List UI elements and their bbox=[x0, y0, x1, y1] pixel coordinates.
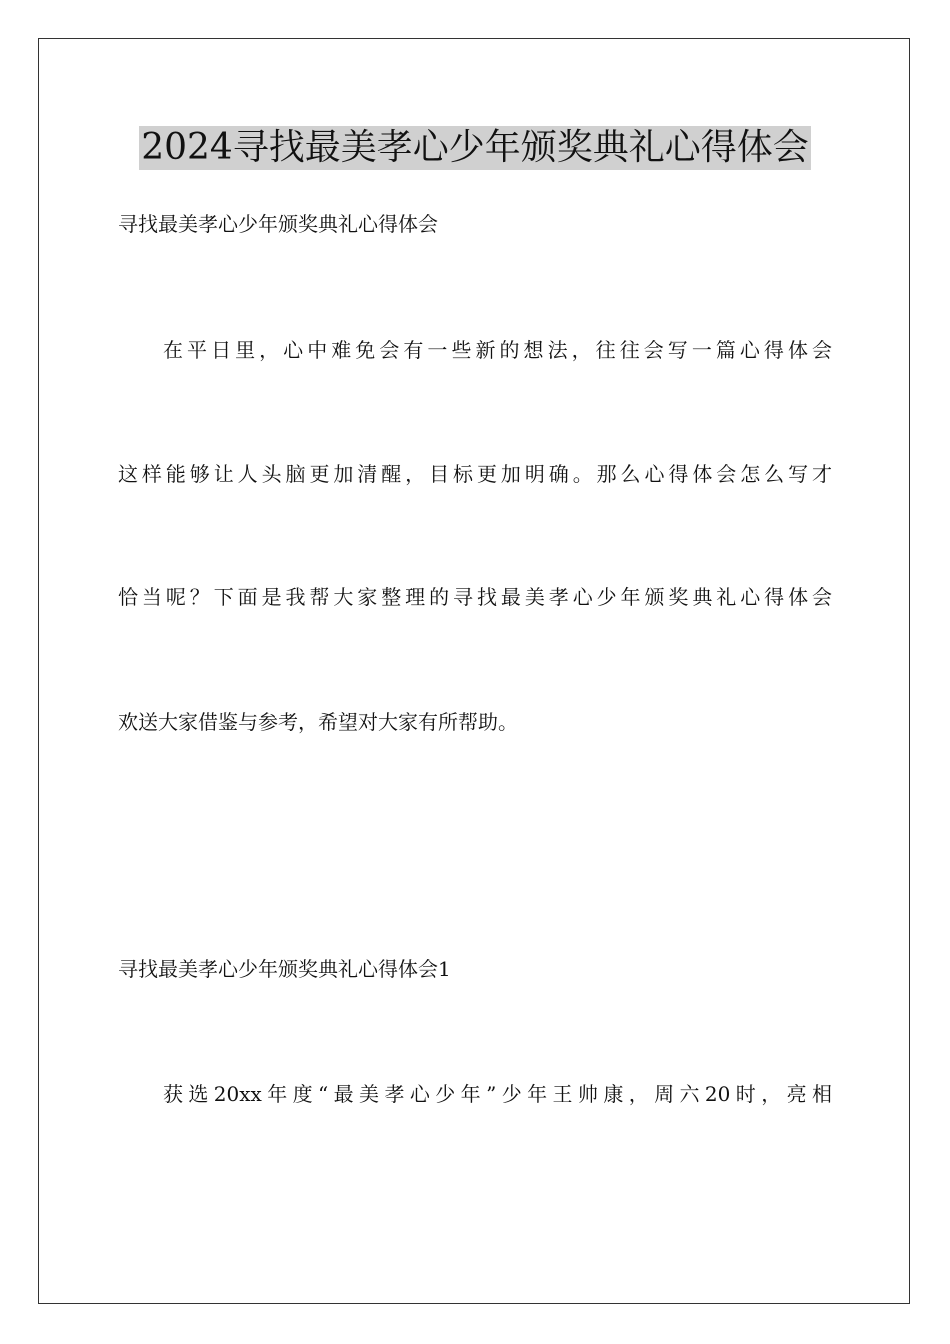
section-heading: 寻找最美孝心少年颁奖典礼心得体会1 bbox=[118, 957, 451, 981]
title-container bbox=[0, 126, 950, 170]
intro-line-1: 在平日里，心中难免会有一些新的想法，往往会写一篇心得体会 bbox=[163, 338, 832, 362]
section-paragraph-line-1: 获选20xx年度“最美孝心少年”少年王帅康，周六20时，亮相 bbox=[163, 1082, 832, 1106]
document-subtitle: 寻找最美孝心少年颁奖典礼心得体会 bbox=[118, 212, 438, 236]
intro-line-3: 恰当呢？下面是我帮大家整理的寻找最美孝心少年颁奖典礼心得体会 bbox=[118, 585, 832, 609]
document-title: 2024寻找最美孝心少年颁奖典礼心得体会 bbox=[141, 127, 809, 168]
intro-line-2: 这样能够让人头脑更加清醒，目标更加明确。那么心得体会怎么写才 bbox=[118, 462, 832, 486]
intro-line-4: 欢送大家借鉴与参考，希望对大家有所帮助。 bbox=[118, 710, 518, 734]
